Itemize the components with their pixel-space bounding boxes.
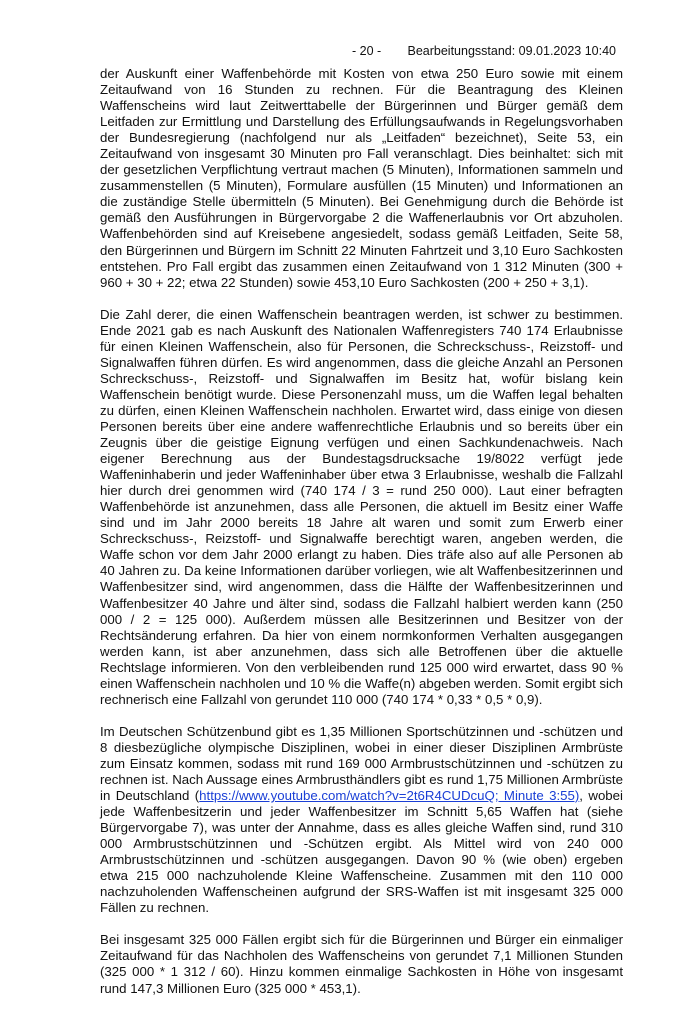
page-header: [100, 44, 616, 62]
document-body: [100, 66, 623, 1013]
paragraph-text-before-link: Im Deutschen Schützenbund gibt es 1,35 Millionen Sportschützinnen und -schützen und 8 diesbezügliche olympische Disziplinen, wobei in einer dieser Disziplinen Armbrüste zum Einsatz kommen, sodass mit rund 169 000 Armbrustschützinnen und -schützen zu rechnen ist. Nach Aussage eines Armbrusthändlers gibt es rund 1,75 Millionen Armbrüste in Deutschland (: [100, 723, 623, 804]
paragraph-total-effort: Bei insgesamt 325 000 Fällen ergibt sich für die Bürgerinnen und Bürger ein einmaliger Zeitaufwand für das Nachholen des Waffenscheins von gerundet 7,1 Millionen Stunden (325 000 * 1 312 / 60). Hinzu kommen einmalige Sachkosten in Höhe von insgesamt rund 147,3 Millionen Euro (325 000 * 453,1).: [100, 932, 623, 996]
paragraph-cost-estimate: der Auskunft einer Waffenbehörde mit Kosten von etwa 250 Euro sowie mit einem Zeitaufwand von 16 Stunden zu rechnen. Für die Beantragung des Kleinen Waffenscheins wird laut Zeitwerttabelle der Bürgerinnen und Bürger gemäß dem Leitfaden zur Ermittlung und Darstellung des Erfüllungsaufwands in Regelungsvorhaben der Bundesregierung (nachfolgend nur als „Leitfaden“ bezeichnet), Seite 53, ein Zeitaufwand von insgesamt 30 Minuten pro Fall veranschlagt. Dies beinhaltet: sich mit der gesetzlichen Verpflichtung vertraut machen (5 Minuten), Informationen sammeln und zusammenstellen (5 Minuten), Formulare ausfüllen (15 Minuten) und Informationen an die zuständige Stelle übermitteln (5 Minuten). Bei Genehmigung durch die Behörde ist gemäß den Ausführungen in Bürgervorgabe 2 die Waffenerlaubnis vor Ort abzuholen. Waffenbehörden sind auf Kreisebene angesiedelt, sodass gemäß Leitfaden, Seite 58, den Bürgerinnen und Bürgern im Schnitt 22 Minuten Fahrtzeit und 3,10 Euro Sachkosten entstehen. Pro Fall ergibt das zusammen einen Zeitaufwand von 1 312 Minuten (300 + 960 + 30 + 22; etwa 22 Stunden) sowie 453,10 Euro Sachkosten (200 + 250 + 3,1).: [100, 66, 623, 290]
youtube-link[interactable]: https://www.youtube.com/watch?v=2t6R4CUDcuQ; Minute 3:55): [199, 788, 580, 804]
edit-status: Bearbeitungsstand: 09.01.2023 10:40: [407, 44, 616, 58]
page-number: - 20 -: [352, 44, 382, 58]
paragraph-crossbow-estimate: [100, 724, 623, 917]
paragraph-text-after-link: , wobei jede Waffenbesitzerin und jeder Waffenbesitzer im Schnitt 5,65 Waffen hat (siehe Bürgervorgabe 7), was unter der Annahme, dass es alles gleiche Waffen sind, rund 310 000 Armbrustschützinnen und -Schützen ergibt. Als Mittel wird von 240 000 Armbrustschützinnen und -schützen ausgegangen. Davon 90 % (wie oben) ergeben etwa 215 000 nachzuholende Kleine Waffenscheine. Zusammen mit den 110 000 nachzuholenden Waffenscheinen aufgrund der SRS-Waffen ist mit insgesamt 325 000 Fällen zu rechnen.: [100, 788, 623, 916]
paragraph-case-count: Die Zahl derer, die einen Waffenschein beantragen werden, ist schwer zu bestimmen. Ende 2021 gab es nach Auskunft des Nationalen Waffenregisters 740 174 Erlaubnisse für einen Kleinen Waffenschein, also für Personen, die Schreckschuss-, Reizstoff- und Signalwaffen führen dürfen. Es wird angenommen, dass die gleiche Anzahl an Personen Schreckschuss-, Reizstoff- und Signalwaffen im Besitz hat, wofür bislang kein Waffenschein benötigt wurde. Diese Personenzahl muss, um die Waffen legal behalten zu dürfen, einen Kleinen Waffenschein nachholen. Erwartet wird, dass einige von diesen Personen bereits über eine andere waffenrechtliche Erlaubnis und so bereits über ein Zeugnis über die geistige Eignung verfügen und einen Sachkundenachweis. Nach eigener Berechnung aus der Bundestagsdrucksache 19/8022 verfügt jede Waffeninhaberin und jeder Waffeninhaber über etwa 3 Erlaubnisse, weshalb die Fallzahl hier durch drei genommen wird (740 174 / 3 = rund 250 000). Laut einer befragten Waffenbehörde ist anzunehmen, dass alle Personen, die aktuell im Besitz einer Waffe sind und im Jahr 2000 bereits 18 Jahre alt waren und somit zum Erwerb einer Schreckschuss-, Reizstoff- und Signalwaffe berechtigt waren, angeben werden, die Waffe schon vor dem Jahr 2000 erlangt zu haben. Dies träfe also auf alle Personen ab 40 Jahren zu. Da keine Informationen darüber vorliegen, wie alt Waffenbesitzerinnen und Waffenbesitzer sind, wird angenommen, dass die Hälfte der Waffenbesitzerinnen und Waffenbesitzer 40 Jahre und älter sind, sodass die Fallzahl halbiert werden kann (250 000 / 2 = 125 000). Außerdem müssen alle Besitzerinnen und Besitzer von der Rechtsänderung erfahren. Da hier von einem normkonformen Verhalten ausgegangen werden kann, ist aber anzunehmen, dass sich alle Betroffenen über die aktuelle Rechtslage informieren. Von den verbleibenden rund 125 000 wird erwartet, dass 90 % einen Waffenschein nachholen und 10 % die Waffe(n) abgeben werden. Somit ergibt sich rechnerisch eine Fallzahl von gerundet 110 000 (740 174 * 0,33 * 0,5 * 0,9).: [100, 306, 623, 707]
